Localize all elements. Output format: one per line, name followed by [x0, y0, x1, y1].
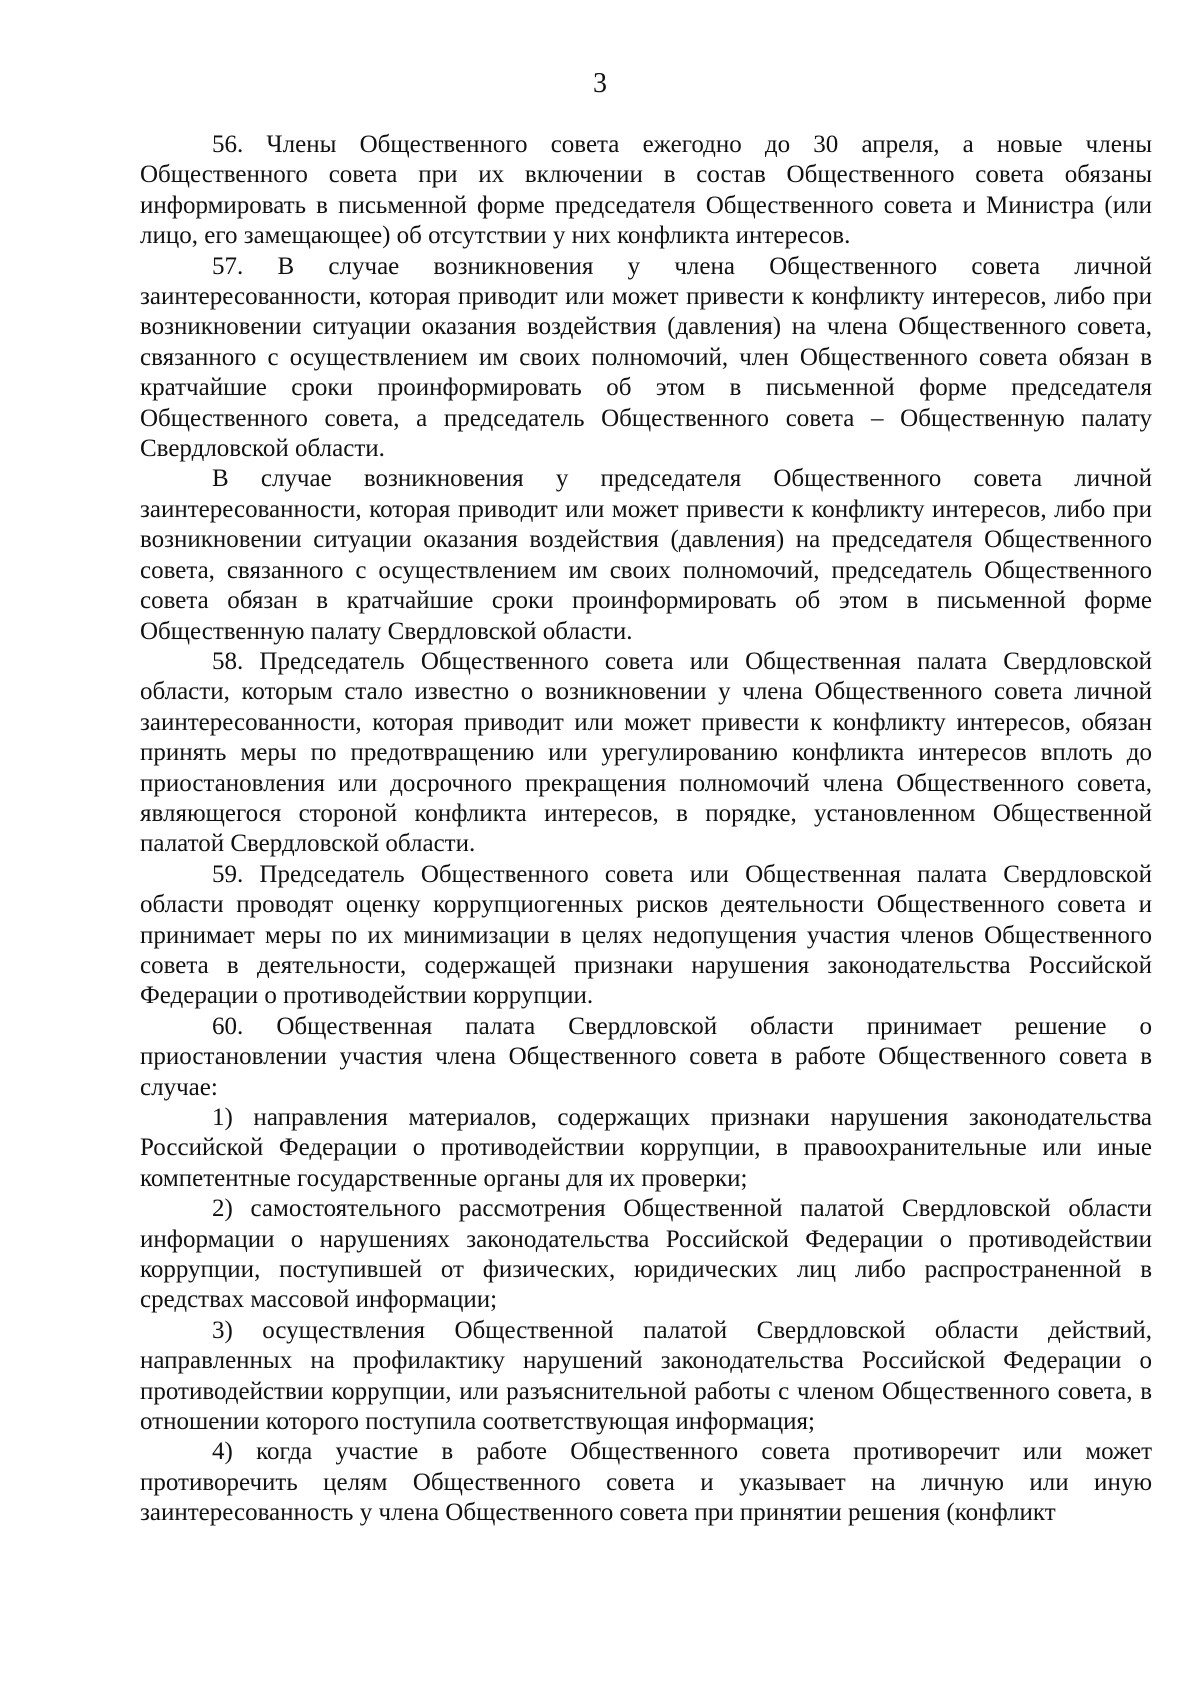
paragraph-57-chairman: В случае возникновения у председателя Общественного совета личной заинтересованности, которая приводит или может привести к конфликту интересов, либо при возникновении ситуации оказания воздействия (давления) на председателя Общественного совета, связанного с осуществлением им своих полномочий, председатель Общественного совета обязан в кратчайшие сроки проинформировать об этом в письменной форме Общественную палату Свердловской области. — [140, 465, 1152, 645]
page-number: 3 — [593, 68, 607, 99]
paragraph-59: 59. Председатель Общественного совета или Общественная палата Свердловской области проводят оценку коррупциогенных рисков деятельности Общественного совета и принимает меры по их минимизации в целях недопущения участия членов Общественного совета в деятельности, содержащей признаки нарушения законодательства Российской Федерации о противодействии коррупции. — [140, 860, 1152, 1010]
list-item-4: 4) когда участие в работе Общественного совета противоречит или может противоречить целям Общественного совета и указывает на личную или иную заинтересованность у члена Общественного совета при принятии решения (конфликт — [140, 1438, 1152, 1527]
document-body — [140, 130, 1152, 1529]
paragraph-58: 58. Председатель Общественного совета или Общественная палата Свердловской области, которым стало известно о возникновении у члена Общественного совета личной заинтересованности, которая приводит или может привести к конфликту интересов, обязан принять меры по предотвращению или урегулированию конфликта интересов вплоть до приостановления или досрочного прекращения полномочий члена Общественного совета, являющегося стороной конфликта интересов, в порядке, установленном Общественной палатой Свердловской области. — [140, 647, 1152, 858]
list-item-3: 3) осуществления Общественной палатой Свердловской области действий, направленных на профилактику нарушений законодательства Российской Федерации о противодействии коррупции, или разъяснительной работы с членом Общественного совета, в отношении которого поступила соответствующая информация; — [140, 1316, 1152, 1436]
paragraph-60: 60. Общественная палата Свердловской области принимает решение о приостановлении участия члена Общественного совета в работе Общественного совета в случае: — [140, 1012, 1152, 1101]
list-item-2: 2) самостоятельного рассмотрения Общественной палатой Свердловской области информации о нарушениях законодательства Российской Федерации о противодействии коррупции, поступившей от физических, юридических лиц либо распространенной в средствах массовой информации; — [140, 1195, 1152, 1314]
paragraph-57: 57. В случае возникновения у члена Общественного совета личной заинтересованности, которая приводит или может привести к конфликту интересов, либо при возникновении ситуации оказания воздействия (давления) на члена Общественного совета, связанного с осуществлением им своих полномочий, член Общественного совета обязан в кратчайшие сроки проинформировать об этом в письменной форме председателя Общественного совета, а председатель Общественного совета – Общественную палату Свердловской области. — [140, 252, 1152, 463]
paragraph-56: 56. Члены Общественного совета ежегодно до 30 апреля, а новые члены Общественного совета при их включении в состав Общественного совета обязаны информировать в письменной форме председателя Общественного совета и Министра (или лицо, его замещающее) об отсутствии у них конфликта интересов. — [140, 131, 1152, 250]
list-item-1: 1) направления материалов, содержащих признаки нарушения законодательства Российской Федерации о противодействии коррупции, в правоохранительные или иные компетентные государственные органы для их проверки; — [140, 1104, 1152, 1192]
